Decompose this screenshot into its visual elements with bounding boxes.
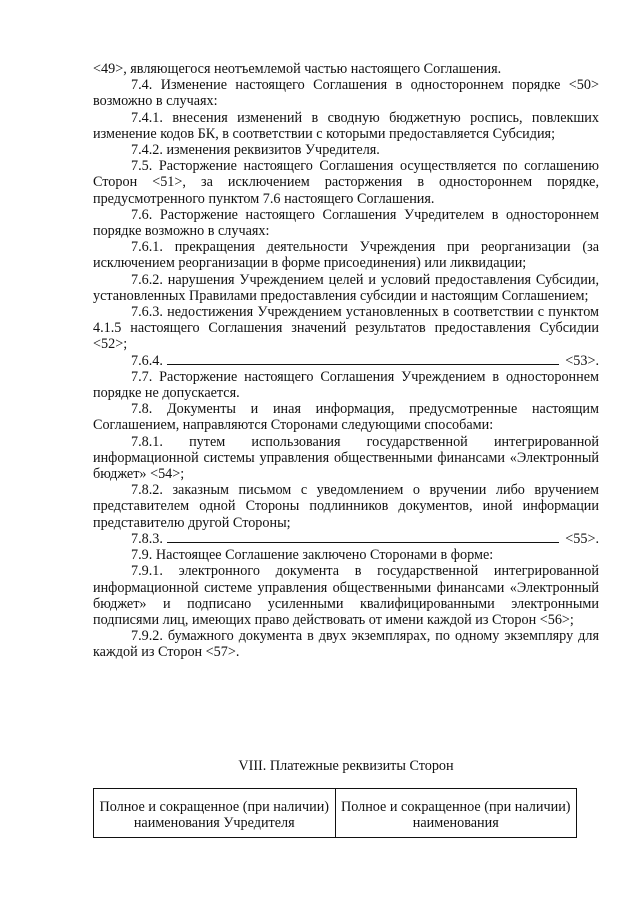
section-title: VIII. Платежные реквизиты Сторон [238, 758, 454, 774]
clause-paragraph: <49>, являющегося неотъемлемой частью настоящего Соглашения. [93, 61, 502, 77]
clause-paragraph: 7.5. Расторжение настоящего Соглашения осуществляется по соглашению Сторон <51>, за исключением расторжения в одностороннем порядке, предусмотренного пунктом 7.6 настоящего Соглашения. [93, 158, 599, 207]
footnote-ref: <55>. [565, 530, 599, 547]
clause-paragraph: 7.4. Изменение настоящего Соглашения в одностороннем порядке <50> возможно в случаях: [93, 77, 599, 110]
payment-details-table [93, 788, 577, 838]
blank-clause [93, 353, 599, 369]
clause-paragraph: 7.6. Расторжение настоящего Соглашения Учредителем в одностороннем порядке возможно в случаях: [93, 206, 599, 240]
founder-name-header: Полное и сокращенное (при наличии) наименования Учредителя [94, 789, 336, 838]
clause-paragraph: 7.6.1. прекращения деятельности Учреждения при реорганизации (за исключением реорганизации в форме присоединения) или ликвидации; [93, 239, 599, 272]
clause-number: 7.6.4. [131, 352, 163, 369]
clause-paragraph: 7.4.1. внесения изменений в сводную бюджетную роспись, повлекших изменение кодов БК, в соответствии с которыми предоставляется Субсидия; [93, 109, 599, 142]
clause-paragraph: 7.8.2. заказным письмом с уведомлением о вручении либо вручением представителем одной Стороны подлинников документов, иной информации представителю другой Стороны; [93, 482, 599, 531]
clause-paragraph: 7.6.3. недостижения Учреждением установленных в соответствии с пунктом 4.1.5 настоящего Соглашения значений результатов предоставления Субсидии <52>; [93, 304, 599, 353]
clause-paragraph: 7.9.1. электронного документа в государственной интегрированной информационной системе управления общественными финансами «Электронный бюджет» и подписано усиленными квалифицированными электронными подписями лиц, имеющих право действовать от имени каждой из Сторон <56>; [93, 563, 599, 628]
clause-paragraph: 7.6.2. нарушения Учреждением целей и условий предоставления Субсидии, установленных Правилами предоставления субсидии и настоящим Соглашением; [93, 271, 599, 304]
clause-number: 7.8.3. [131, 530, 163, 547]
footnote-ref: <53>. [565, 352, 599, 369]
table-row [94, 789, 577, 838]
fill-in-line [167, 541, 559, 543]
clause-paragraph: 7.8.1. путем использования государственной интегрированной информационной системы управления общественными финансами «Электронный бюджет» <54>; [93, 433, 599, 483]
clause-paragraph: 7.9.2. бумажного документа в двух экземплярах, по одному экземпляру для каждой из Сторон <57>. [93, 628, 599, 661]
institution-name-header: Полное и сокращенное (при наличии) наименования [335, 789, 577, 838]
clause-paragraph: 7.7. Расторжение настоящего Соглашения Учреждением в одностороннем порядке не допускается. [93, 368, 599, 402]
clause-paragraph: 7.8. Документы и иная информация, предусмотренные настоящим Соглашением, направляются Сторонами следующими способами: [93, 401, 599, 434]
fill-in-line [167, 363, 559, 365]
clause-paragraph: 7.4.2. изменения реквизитов Учредителя. [131, 142, 380, 159]
blank-clause [93, 531, 599, 547]
clause-paragraph: 7.9. Настоящее Соглашение заключено Сторонами в форме: [131, 547, 494, 564]
agreement-body [93, 61, 599, 661]
